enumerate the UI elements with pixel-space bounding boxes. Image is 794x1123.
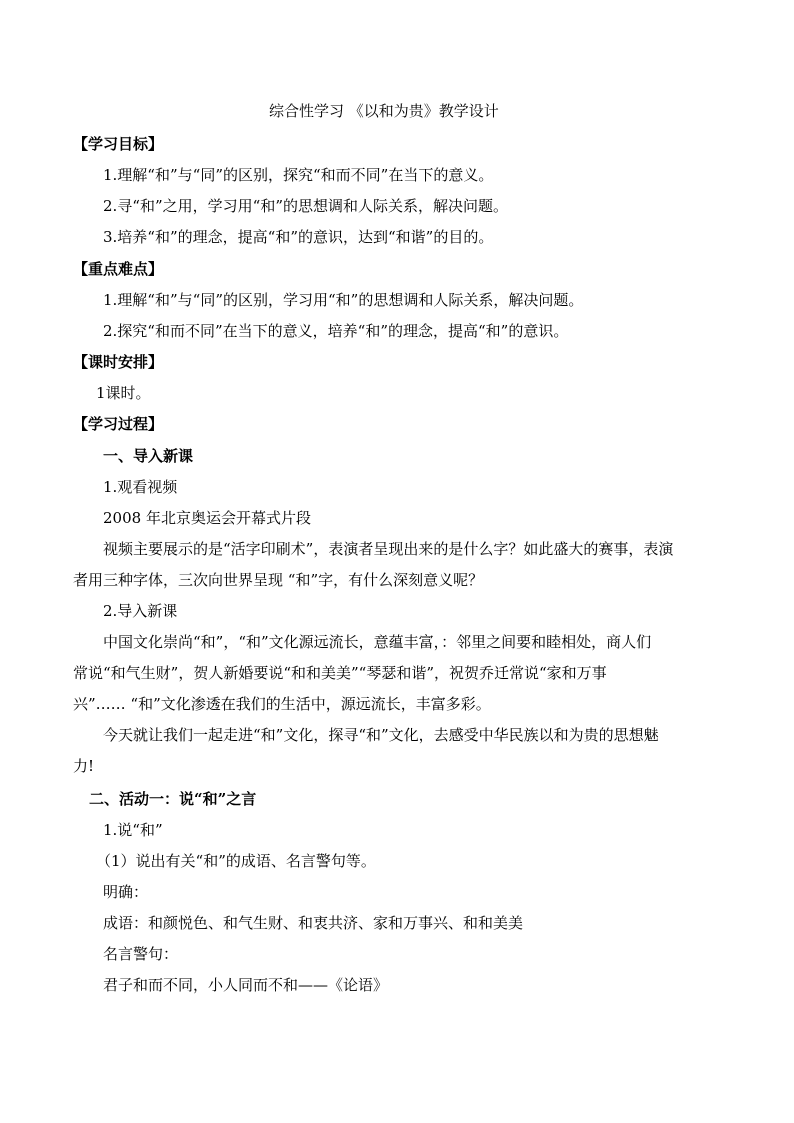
sub-item: （1）说出有关“和”的成语、名言警句等。 — [96, 852, 376, 870]
step-label: 1.说“和” — [103, 821, 163, 839]
schedule-heading: 【课时安排】 — [73, 353, 164, 371]
goal-item: 1.理解“和”与“同”的区别，探究“和而不同”在当下的意义。 — [103, 166, 494, 184]
quotes-label: 名言警句： — [103, 945, 179, 963]
goal-item: 2.寻“和”之用，学习用“和”的思想调和人际关系，解决问题。 — [103, 197, 508, 215]
goal-item: 3.培养“和”的理念，提高“和”的意识，达到“和谐”的目的。 — [103, 228, 494, 246]
key-points-heading: 【重点难点】 — [73, 260, 164, 278]
paragraph-line: 者用三种字体，三次向世界呈现 “和”字，有什么深刻意义呢？ — [73, 571, 484, 589]
paragraph-line: 今天就让我们一起走进“和”文化，探寻“和”文化，去感受中华民族以和为贵的思想魅 — [103, 726, 659, 744]
video-title: 2008 年北京奥运会开幕式片段 — [103, 509, 311, 527]
paragraph-line: 兴”…… “和”文化渗透在我们的生活中，源远流长，丰富多彩。 — [73, 695, 491, 713]
key-point-item: 1.理解“和”与“同”的区别，学习用“和”的思想调和人际关系，解决问题。 — [103, 291, 584, 309]
step-label: 2.导入新课 — [103, 602, 178, 620]
clarify-label: 明确： — [103, 883, 149, 901]
process-heading: 【学习过程】 — [73, 415, 164, 433]
schedule-text: 1课时。 — [96, 384, 151, 402]
section-heading: 一、导入新课 — [103, 447, 194, 465]
paragraph-line: 力! — [73, 757, 95, 775]
goals-heading: 【学习目标】 — [73, 135, 164, 153]
key-point-item: 2.探究“和而不同”在当下的意义，培养“和”的理念，提高“和”的意识。 — [103, 322, 569, 340]
section-heading: 二、活动一：说“和”之言 — [89, 790, 257, 808]
step-label: 1.观看视频 — [103, 478, 178, 496]
paragraph-line: 视频主要展示的是“活字印刷术”，表演者呈现出来的是什么字？如此盛大的赛事，表演 — [103, 540, 674, 558]
paragraph-line: 常说“和气生财”，贺人新婚要说“和和美美”“琴瑟和谐”，祝贺乔迁常说“家和万事 — [73, 664, 607, 682]
idioms-line: 成语：和颜悦色、和气生财、和衷共济、家和万事兴、和和美美 — [103, 914, 524, 932]
document-title: 综合性学习 《以和为贵》教学设计 — [269, 102, 499, 120]
paragraph-line: 中国文化崇尚“和”，“和”文化源远流长，意蕴丰富，：邻里之间要和睦相处，商人们 — [103, 633, 652, 651]
quote-line: 君子和而不同，小人同而不和——《论语》 — [103, 976, 389, 994]
